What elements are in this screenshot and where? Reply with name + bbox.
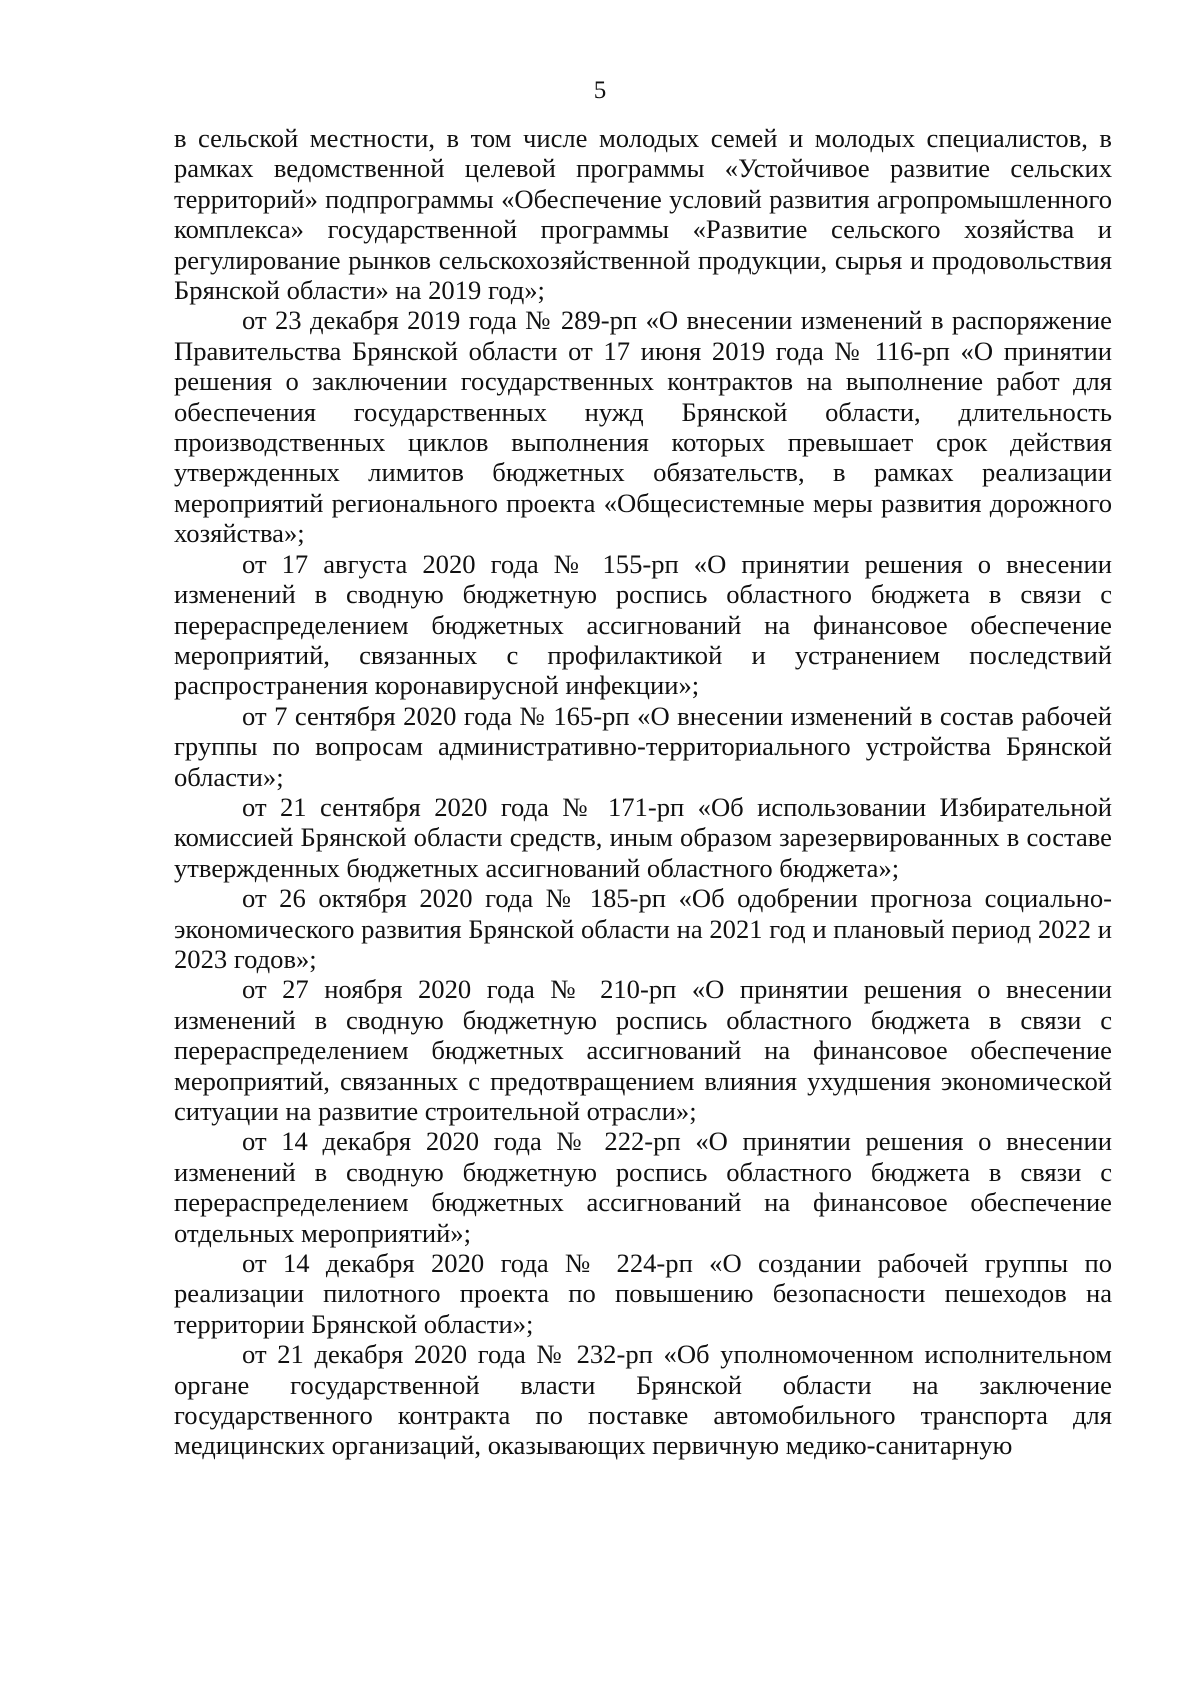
- paragraph-order-165: от 7 сентября 2020 года № 165-рп «О внесении изменений в состав рабочей группы по вопросам административно-территориального устройства Брянской области»;: [174, 700, 1112, 792]
- paragraph-continuation: в сельской местности, в том числе молодых семей и молодых специалистов, в рамках ведомственной целевой программы «Устойчивое развитие сельских территорий» подпрограммы «Обеспечение условий развития агропромышленного комплекса» государственной программы «Развитие сельского хозяйства и регулирование рынков сельскохозяйственной продукции, сырья и продовольствия Брянской области» на 2019 год»;: [174, 123, 1112, 306]
- page-number: 5: [593, 77, 607, 104]
- paragraph-order-155: от 17 августа 2020 года № 155-рп «О принятии решения о внесении изменений в сводную бюджетную роспись областного бюджета в связи с перераспределением бюджетных ассигнований на финансовое обеспечение мероприятий, связанных с профилактикой и устранением последствий распространения коронавирусной инфекции»;: [174, 548, 1112, 701]
- paragraph-order-222: от 14 декабря 2020 года № 222-рп «О принятии решения о внесении изменений в сводную бюджетную роспись областного бюджета в связи с перераспределением бюджетных ассигнований на финансовое обеспечение отдельных мероприятий»;: [174, 1126, 1112, 1248]
- paragraph-order-210: от 27 ноября 2020 года № 210-рп «О принятии решения о внесении изменений в сводную бюджетную роспись областного бюджета в связи с перераспределением бюджетных ассигнований на финансовое обеспечение мероприятий, связанных с предотвращением влияния ухудшения экономической ситуации на развитие строительной отрасли»;: [174, 974, 1112, 1126]
- paragraph-order-224: от 14 декабря 2020 года № 224-рп «О создании рабочей группы по реализации пилотного проекта по повышению безопасности пешеходов на территории Брянской области»;: [174, 1248, 1112, 1339]
- paragraph-order-185: от 26 октября 2020 года № 185-рп «Об одобрении прогноза социально-экономического развития Брянской области на 2021 год и плановый период 2022 и 2023 годов»;: [174, 883, 1112, 974]
- paragraph-order-171: от 21 сентября 2020 года № 171-рп «Об использовании Избирательной комиссией Брянской области средств, иным образом зарезервированных в составе утвержденных бюджетных ассигнований областного бюджета»;: [174, 791, 1112, 883]
- paragraph-order-232: от 21 декабря 2020 года № 232-рп «Об уполномоченном исполнительном органе государственной власти Брянской области на заключение государственного контракта по поставке автомобильного транспорта для медицинских организаций, оказывающих первичную медико-санитарную: [174, 1339, 1112, 1461]
- paragraph-order-289: от 23 декабря 2019 года № 289-рп «О внесении изменений в распоряжение Правительства Брянской области от 17 июня 2019 года № 116-рп «О принятии решения о заключении государственных контрактов на выполнение работ для обеспечения государственных нужд Брянской области, длительность производственных циклов выполнения которых превышает срок действия утвержденных лимитов бюджетных обязательств, в рамках реализации мероприятий регионального проекта «Общесистемные меры развития дорожного хозяйства»;: [174, 305, 1112, 549]
- document-body: [174, 123, 1112, 1461]
